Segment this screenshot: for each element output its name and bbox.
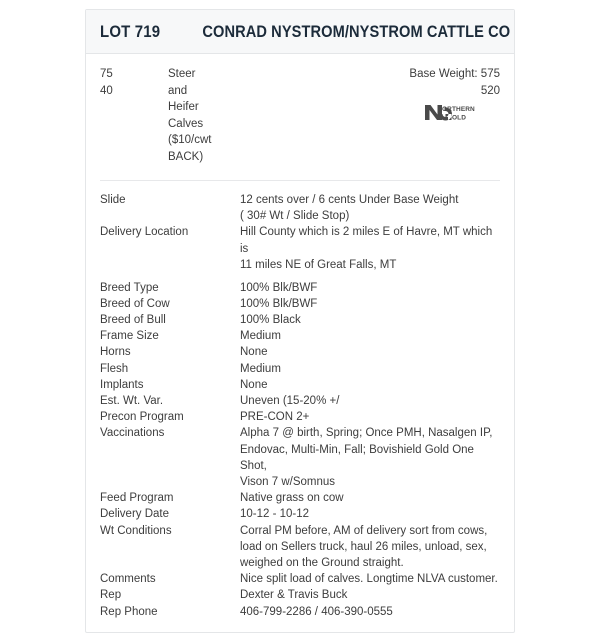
detail-row-label: Comments: [100, 573, 156, 586]
detail-row-label: Breed of Bull: [100, 313, 166, 326]
logo-bottom-text: OLD: [452, 114, 467, 122]
cattle-description-line: Steer: [168, 68, 196, 80]
detail-row-value-line: load on Sellers truck, haul 26 miles, unload, sex,: [240, 540, 487, 553]
detail-row: [100, 604, 500, 620]
detail-row: [100, 280, 500, 296]
cattle-description-column: [168, 66, 318, 165]
detail-row: [100, 523, 500, 572]
detail-row-value-line: Uneven (15-20% +/: [240, 394, 340, 407]
detail-row-value-line: Vison 7 w/Somnus: [240, 475, 336, 488]
detail-row-value-line: Hill County which is 2 miles E of Havre, MT which is: [240, 226, 493, 255]
section-divider: [100, 180, 500, 181]
detail-row-value-line: Medium: [240, 330, 281, 343]
detail-row: [100, 224, 500, 273]
detail-row-value: [240, 192, 500, 224]
detail-row-label: Est. Wt. Var.: [100, 394, 164, 407]
detail-row-value-line: None: [240, 346, 268, 359]
head-count-column: [100, 66, 168, 99]
detail-row: [100, 425, 500, 490]
detail-row-value: [240, 587, 500, 603]
detail-row-value-line: Medium: [240, 362, 281, 375]
detail-row: [100, 312, 500, 328]
northern-gold-logo: [424, 103, 500, 129]
detail-row: [100, 361, 500, 377]
base-weight: Base Weight: 575: [409, 68, 500, 80]
detail-row-value-line: 12 cents over / 6 cents Under Base Weight: [240, 194, 459, 206]
detail-row: [100, 296, 500, 312]
head-count-line: 40: [100, 84, 113, 97]
detail-row-value: [240, 344, 500, 360]
detail-row-value: [240, 506, 500, 522]
detail-row-label: Delivery Location: [100, 226, 189, 239]
weight-column: [318, 66, 500, 129]
detail-row: [100, 344, 500, 360]
detail-row-value: [240, 604, 500, 620]
detail-row-value-line: Corral PM before, AM of delivery sort from cows,: [240, 524, 488, 537]
detail-row-value-line: Native grass on cow: [240, 492, 344, 505]
detail-row-value-line: None: [240, 378, 268, 391]
detail-row-value: [240, 571, 500, 587]
cattle-description-line: ($10/cwt: [168, 134, 212, 146]
detail-row-label: Implants: [100, 378, 144, 391]
detail-row-value-line: Nice split load of calves. Longtime NLVA customer.: [240, 573, 498, 586]
lot-card-body: [86, 54, 514, 632]
detail-row-label: Rep Phone: [100, 605, 158, 618]
detail-row-value: [240, 393, 500, 409]
detail-row-label: Breed of Cow: [100, 297, 170, 310]
detail-row-value: [240, 224, 500, 273]
northern-gold-logo-wrapper: [318, 103, 500, 129]
cattle-description-line: and: [168, 84, 188, 97]
detail-row-label: Breed Type: [100, 281, 159, 294]
detail-row: [100, 409, 500, 425]
cattle-description-line: Calves: [168, 117, 204, 130]
detail-row-value: [240, 523, 500, 572]
detail-row-value: [240, 280, 500, 296]
detail-row-value-line: 406-799-2286 / 406-390-0555: [240, 605, 393, 618]
detail-row-value-line: PRE-CON 2+: [240, 411, 310, 424]
detail-row-label: Slide: [100, 194, 126, 206]
cattle-description-line: BACK): [168, 150, 204, 163]
detail-row-value-line: Dexter & Travis Buck: [240, 589, 348, 602]
detail-row-label: Wt Conditions: [100, 524, 172, 537]
detail-row-label: Delivery Date: [100, 508, 170, 521]
detail-row: [100, 490, 500, 506]
detail-row: [100, 587, 500, 603]
consignor-name: CONRAD NYSTROM/NYSTROM CATTLE CO: [202, 22, 511, 41]
detail-row-label: Horns: [100, 346, 131, 359]
logo-top-text: ORTHERN: [442, 106, 475, 113]
detail-row-value-line: Endovac, Multi-Min, Fall; Bovishield Gold One Shot,: [240, 443, 474, 472]
detail-row-value: [240, 425, 500, 490]
detail-row-label: Rep: [100, 589, 122, 602]
detail-row-value: [240, 377, 500, 393]
detail-row-label: Flesh: [100, 362, 129, 375]
detail-row-value-line: 100% Black: [240, 313, 301, 326]
detail-row-label: Precon Program: [100, 411, 184, 424]
detail-row: [100, 506, 500, 522]
detail-row: [100, 192, 500, 224]
detail-row-value-line: 100% Blk/BWF: [240, 297, 318, 310]
detail-row-value: [240, 296, 500, 312]
detail-row: [100, 377, 500, 393]
lot-summary: [100, 66, 500, 174]
detail-row-value: [240, 328, 500, 344]
secondary-weight: 520: [480, 84, 500, 97]
detail-row-label: Frame Size: [100, 330, 159, 343]
cattle-description-line: Heifer: [168, 101, 199, 113]
detail-row-value-line: 100% Blk/BWF: [240, 281, 318, 294]
detail-row-label: Feed Program: [100, 492, 174, 505]
detail-row-value-line: 10-12 - 10-12: [240, 508, 310, 521]
detail-row-value-line: 11 miles NE of Great Falls, MT: [240, 258, 397, 271]
lot-card-header: [86, 10, 514, 54]
lot-card: [85, 9, 515, 633]
detail-row: [100, 393, 500, 409]
detail-row-value: [240, 312, 500, 328]
detail-row-value-line: weighed on the Ground straight.: [240, 556, 404, 569]
detail-rows: [100, 192, 500, 632]
detail-row-value: [240, 490, 500, 506]
head-count-line: 75: [100, 68, 113, 80]
detail-row-value: [240, 409, 500, 425]
detail-row-value-line: Alpha 7 @ birth, Spring; Once PMH, Nasalgen IP,: [240, 427, 493, 440]
lot-number: LOT 719: [100, 22, 161, 41]
detail-row-value: [240, 361, 500, 377]
detail-row: [100, 328, 500, 344]
detail-row: [100, 571, 500, 587]
detail-row-value-line: ( 30# Wt / Slide Stop): [240, 210, 350, 223]
detail-row-label: Vaccinations: [100, 427, 165, 440]
